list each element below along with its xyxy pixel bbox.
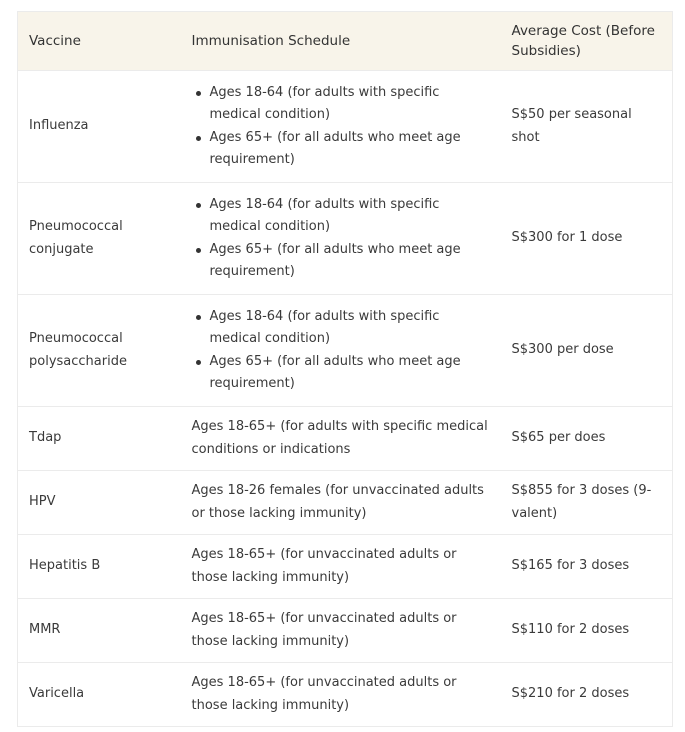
schedule-list-item — [210, 351, 491, 396]
schedule-item-text: Ages 65+ (for all adults who meet age requirement) — [209, 353, 461, 391]
schedule-list-item — [210, 194, 491, 239]
header-schedule: Immunisation Schedule — [191, 33, 351, 49]
table-row — [18, 535, 673, 599]
vaccine-cell: Tdap — [18, 407, 181, 471]
schedule-item-text: Ages 65+ (for all adults who meet age requirement) — [209, 129, 461, 167]
schedule-cell: Ages 18-26 females (for unvaccinated adults or those lacking immunity) — [181, 471, 501, 535]
schedule-cell: Ages 18-65+ (for unvaccinated adults or those lacking immunity) — [181, 535, 501, 599]
vaccine-cell: Varicella — [18, 663, 181, 727]
header-row — [18, 12, 673, 71]
schedule-item-text: Ages 18-64 (for adults with specific medical condition) — [209, 196, 440, 234]
schedule-list-item — [210, 127, 491, 172]
header-vaccine: Vaccine — [29, 33, 81, 49]
schedule-list — [192, 82, 491, 172]
schedule-item-text: Ages 65+ (for all adults who meet age requirement) — [209, 241, 461, 279]
bullet-icon — [196, 360, 201, 365]
table-row — [18, 663, 673, 727]
vaccine-cell: Pneumococcal conjugate — [18, 183, 181, 295]
schedule-item-text: Ages 18-64 (for adults with specific medical condition) — [209, 308, 440, 346]
schedule-cell: Ages 18-65+ (for adults with specific medical conditions or indications — [181, 407, 501, 471]
schedule-cell: Ages 18-65+ (for unvaccinated adults or those lacking immunity) — [181, 599, 501, 663]
schedule-cell — [181, 295, 501, 407]
schedule-item-text: Ages 18-64 (for adults with specific medical condition) — [209, 84, 440, 122]
header-cost: Average Cost (Before Subsidies) — [511, 23, 655, 59]
table-body — [18, 71, 673, 727]
table-row — [18, 295, 673, 407]
bullet-icon — [196, 91, 201, 96]
cost-cell: S$855 for 3 doses (9-valent) — [501, 471, 673, 535]
bullet-icon — [196, 248, 201, 253]
table-row — [18, 471, 673, 535]
schedule-cell — [181, 183, 501, 295]
schedule-list — [192, 306, 491, 396]
cost-cell: S$65 per does — [501, 407, 673, 471]
vaccine-cell: HPV — [18, 471, 181, 535]
table-row — [18, 183, 673, 295]
cost-cell: S$165 for 3 doses — [501, 535, 673, 599]
vaccine-cost-table — [17, 11, 673, 727]
table-header — [18, 12, 673, 71]
vaccine-table-container — [17, 11, 672, 727]
table-row — [18, 71, 673, 183]
vaccine-cell: Hepatitis B — [18, 535, 181, 599]
cost-cell: S$300 per dose — [501, 295, 673, 407]
schedule-list — [192, 194, 491, 284]
vaccine-cell: Pneumococcal polysaccharide — [18, 295, 181, 407]
schedule-cell — [181, 71, 501, 183]
schedule-list-item — [210, 82, 491, 127]
schedule-list-item — [210, 306, 491, 351]
cost-cell: S$50 per seasonal shot — [501, 71, 673, 183]
schedule-cell: Ages 18-65+ (for unvaccinated adults or those lacking immunity) — [181, 663, 501, 727]
vaccine-cell: Influenza — [18, 71, 181, 183]
cost-cell: S$210 for 2 doses — [501, 663, 673, 727]
cost-cell: S$110 for 2 doses — [501, 599, 673, 663]
bullet-icon — [196, 136, 201, 141]
cost-cell: S$300 for 1 dose — [501, 183, 673, 295]
schedule-list-item — [210, 239, 491, 284]
bullet-icon — [196, 315, 201, 320]
vaccine-cell: MMR — [18, 599, 181, 663]
table-row — [18, 407, 673, 471]
table-row — [18, 599, 673, 663]
bullet-icon — [196, 203, 201, 208]
